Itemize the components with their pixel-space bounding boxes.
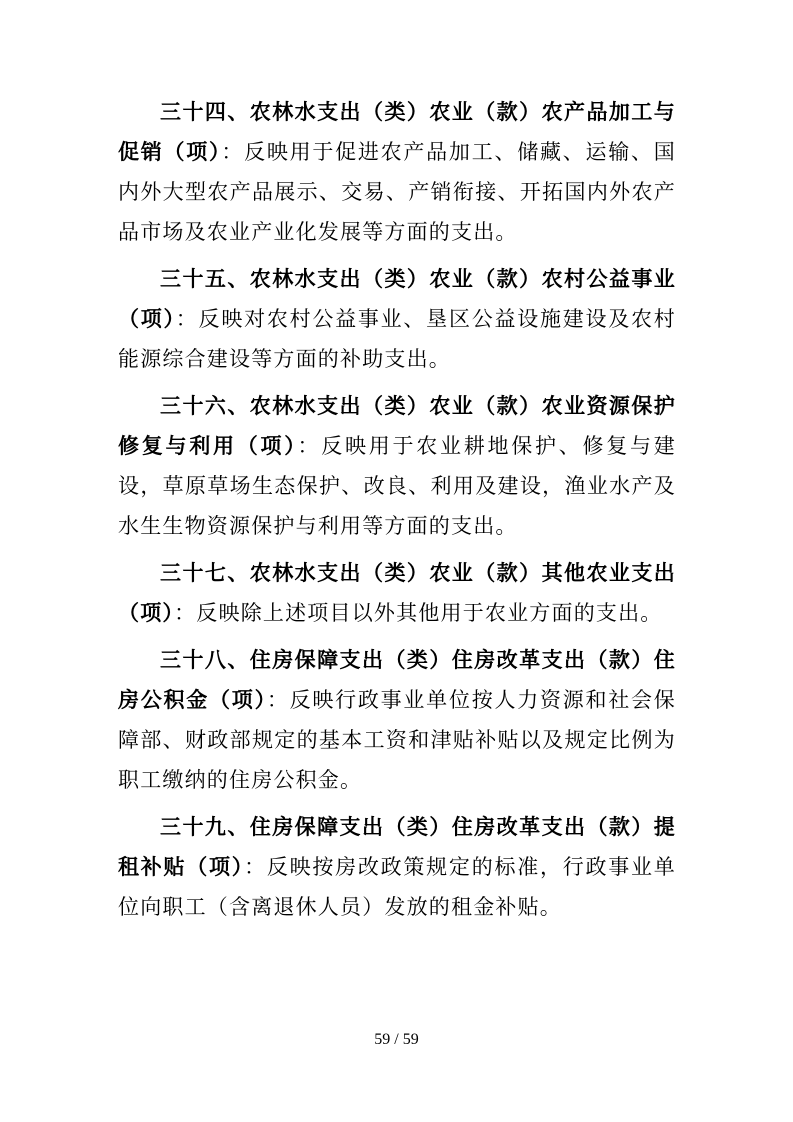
paragraph-body: ：反映按房改政策规定的标准，行政事业单位向职工（含离退休人员）发放的租金补贴。	[118, 855, 676, 919]
paragraph-heading: 三十五、农林水支出（类）农业（款）农村公益事业（项）	[118, 267, 676, 331]
paragraph-body: ：反映除上述项目以外其他用于农业方面的支出。	[174, 601, 663, 625]
paragraph-heading: 三十九、住房保障支出（类）住房改革支出（款）提租补贴（项）	[118, 815, 676, 879]
paragraph-item-38	[118, 640, 676, 800]
paragraph-item-37	[118, 553, 676, 633]
paragraph-heading: 三十七、农林水支出（类）农业（款）其他农业支出（项）	[118, 561, 676, 625]
paragraph-heading: 三十八、住房保障支出（类）住房改革支出（款）住房公积金（项）	[118, 648, 676, 712]
page-number: 59 / 59	[374, 1031, 419, 1048]
paragraph-item-34	[118, 92, 676, 252]
paragraph-body: ：反映行政事业单位按人力资源和社会保障部、财政部规定的基本工资和津贴补贴以及规定比例为职工缴纳的住房公积金。	[118, 688, 676, 792]
paragraph-body: ：反映用于促进农产品加工、储藏、运输、国内外大型农产品展示、交易、产销衔接、开拓国内外农产品市场及农业产业化发展等方面的支出。	[118, 140, 676, 244]
paragraph-body: ：反映对农村公益事业、垦区公益设施建设及农村能源综合建设等方面的补助支出。	[118, 307, 676, 371]
document-body	[118, 92, 676, 934]
paragraph-body: ：反映用于农业耕地保护、修复与建设，草原草场生态保护、改良、利用及建设，渔业水产及水生生物资源保护与利用等方面的支出。	[118, 434, 676, 538]
paragraph-heading: 三十六、农林水支出（类）农业（款）农业资源保护修复与利用（项）	[118, 394, 676, 458]
paragraph-item-36	[118, 386, 676, 546]
paragraph-item-35	[118, 259, 676, 379]
paragraph-item-39	[118, 807, 676, 927]
paragraph-heading: 三十四、农林水支出（类）农业（款）农产品加工与促销（项）	[118, 100, 676, 164]
